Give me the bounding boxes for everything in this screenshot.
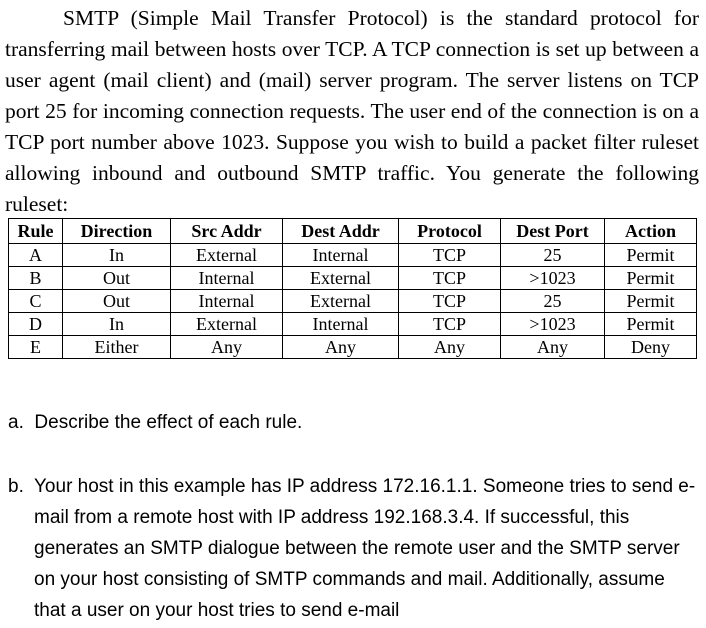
table-row [9, 313, 697, 336]
cell-src-addr: Internal [171, 290, 283, 313]
col-header-src-addr: Src Addr [171, 219, 283, 244]
cell-rule: E [9, 336, 63, 359]
cell-dest-port: >1023 [501, 313, 605, 336]
col-header-action: Action [605, 219, 697, 244]
cell-dest-addr: External [283, 290, 399, 313]
cell-protocol: Any [399, 336, 501, 359]
cell-direction: Out [63, 290, 171, 313]
cell-dest-port: 25 [501, 290, 605, 313]
cell-protocol: TCP [399, 313, 501, 336]
intro-paragraph: SMTP (Simple Mail Transfer Protocol) is the standard protocol for transferring mail between hosts over TCP. A TCP connection is set up between a user agent (mail client) and (mail) server program. The server listens on TCP port 25 for incoming connection requests. The user end of the connection is on a TCP port number above 1023. Suppose you wish to build a packet filter ruleset allowing inbound and outbound SMTP traffic. You generate the following ruleset: [5, 6, 699, 216]
cell-action: Deny [605, 336, 697, 359]
question-a: a. Describe the effect of each rule. [8, 412, 303, 433]
cell-rule: A [9, 244, 63, 267]
cell-action: Permit [605, 290, 697, 313]
cell-dest-port: 25 [501, 244, 605, 267]
cell-src-addr: Internal [171, 267, 283, 290]
cell-src-addr: Any [171, 336, 283, 359]
question-b-text: Your host in this example has IP address 172.16.1.1. Someone tries to send e-mail from a remote host with IP address 192.168.3.4. If successful, this generates an SMTP dialogue between the remote user and the SMTP server on your host consisting of SMTP commands and mail. Additionally, assume that a user on your host tries to send e-mail [34, 476, 696, 621]
cell-rule: D [9, 313, 63, 336]
cell-dest-addr: External [283, 267, 399, 290]
cell-action: Permit [605, 244, 697, 267]
col-header-dest-port: Dest Port [501, 219, 605, 244]
table-row [9, 290, 697, 313]
cell-action: Permit [605, 313, 697, 336]
cell-src-addr: External [171, 244, 283, 267]
cell-dest-port: >1023 [501, 267, 605, 290]
cell-direction: Either [63, 336, 171, 359]
table-header-row [9, 219, 697, 244]
cell-direction: In [63, 244, 171, 267]
cell-protocol: TCP [399, 244, 501, 267]
table-row [9, 336, 697, 359]
question-b-letter: b. [8, 476, 24, 497]
cell-dest-addr: Internal [283, 244, 399, 267]
cell-dest-port: Any [501, 336, 605, 359]
table-row [9, 244, 697, 267]
cell-dest-addr: Any [283, 336, 399, 359]
cell-dest-addr: Internal [283, 313, 399, 336]
cell-direction: In [63, 313, 171, 336]
cell-action: Permit [605, 267, 697, 290]
cell-direction: Out [63, 267, 171, 290]
col-header-protocol: Protocol [399, 219, 501, 244]
cell-rule: C [9, 290, 63, 313]
col-header-rule: Rule [9, 219, 63, 244]
col-header-direction: Direction [63, 219, 171, 244]
question-b [8, 471, 698, 626]
ruleset-table [8, 218, 697, 359]
cell-rule: B [9, 267, 63, 290]
cell-protocol: TCP [399, 290, 501, 313]
table-row [9, 267, 697, 290]
cell-src-addr: External [171, 313, 283, 336]
col-header-dest-addr: Dest Addr [283, 219, 399, 244]
cell-protocol: TCP [399, 267, 501, 290]
